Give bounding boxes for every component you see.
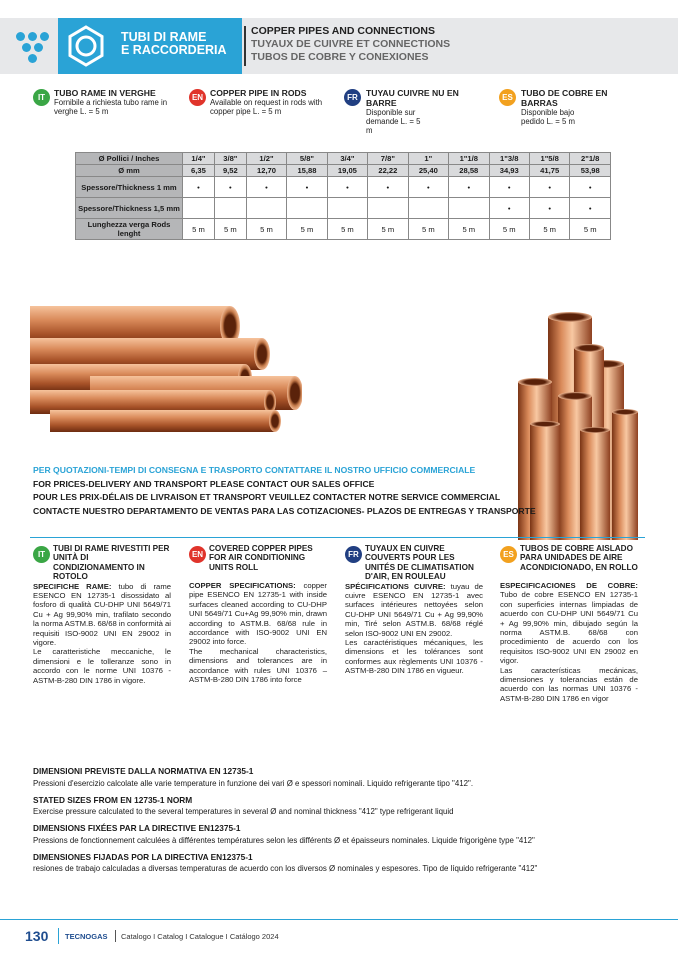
table-cell: 9,52 xyxy=(214,165,246,177)
column-title: COVERED COPPER PIPES FOR AIR CONDITIONING UNITS ROLL xyxy=(209,544,313,572)
table-cell xyxy=(368,198,408,219)
table-cell: 5 m xyxy=(287,219,327,240)
column-body: SPECIFICHE RAME: tubo di rame ESENCO EN 12735-1 disossidato al fosforo di qualità CU-DHP UNI 5649/71 Cu + Ag 99,90% min, trafilato secondo la norma ASTM.B. 68/68 in conformità ai requisiti ISO-9002 UNI EN 29002 in vigore. Le caratteristiche meccaniche, le dimensioni e le tolleranze sono in accordo con le norme UNI 10376 - ASTM-B-280 DIN 1786 in vigore. xyxy=(33,581,172,685)
column-it xyxy=(33,544,171,685)
table-cell: 5 m xyxy=(183,219,215,240)
table-cell: 1"5/8 xyxy=(529,153,569,165)
brand-dots-icon xyxy=(16,28,50,62)
lang-badge-it: IT xyxy=(33,89,50,106)
intro-es: TUBO DE COBRE EN BARRAS Disponible bajo pedido L. = 5 m xyxy=(521,88,608,126)
row-label: Lunghezza verga Rods lenght xyxy=(76,219,183,240)
column-fr xyxy=(345,544,483,676)
table-cell xyxy=(449,198,489,219)
table-cell: 1/4" xyxy=(183,153,215,165)
row-label: Ø mm xyxy=(76,165,183,177)
table-cell: • xyxy=(246,177,286,198)
intro-en: COPPER PIPE IN RODS Available on request in rods with copper pipe L. = 5 m xyxy=(210,88,323,116)
column-title: TUBOS DE COBRE AISLADO PARA UNIDADES DE AIRE ACONDICIONADO, EN ROLLO xyxy=(520,544,638,572)
table-cell: 15,88 xyxy=(287,165,327,177)
table-cell: • xyxy=(408,177,448,198)
table-cell: 19,05 xyxy=(327,165,367,177)
table-row-mm xyxy=(76,165,611,177)
table-cell: 5 m xyxy=(449,219,489,240)
table-cell: • xyxy=(529,198,569,219)
table-cell: 12,70 xyxy=(246,165,286,177)
table-cell: 34,93 xyxy=(489,165,529,177)
table-cell xyxy=(327,198,367,219)
dimensions-notes xyxy=(33,766,643,880)
header-translations: COPPER PIPES AND CONNECTIONS TUYAUX DE CUIVRE ET CONNECTIONS TUBOS DE COBRE Y CONEXIONES xyxy=(251,25,451,63)
table-cell: 1/2" xyxy=(246,153,286,165)
lang-badge-fr: FR xyxy=(344,89,361,106)
row-label: Spessore/Thickness 1,5 mm xyxy=(76,198,183,219)
intro-it: TUBO RAME IN VERGHE Fornibile a richiesta tubo rame in verghe L. = 5 m xyxy=(54,88,168,116)
table-row-thickness-1 xyxy=(76,177,611,198)
header-divider xyxy=(244,26,246,66)
footer-divider xyxy=(58,928,59,944)
column-body: ESPECIFICACIONES DE COBRE: Tubo de cobre ESENCO EN 12735-1 con superficies internas limpiadas de acuerdo con CU-DHP UNI 5649/71 Cu + Ag 99,90% min, dibujado según la norma ASTM.B. 68/68 con procedimiento de acuerdo con los requisitos ISO-9002 UNI EN 29002 en vigor. Las características mecánicas, dimensiones y tolerancias están de acuerdo con las normas UNI 10376 - ASTM-B-280 DIN 1786 en vigor xyxy=(500,581,638,703)
table-cell: 2"1/8 xyxy=(570,153,611,165)
column-es xyxy=(500,544,638,703)
sizes-table xyxy=(75,152,611,240)
table-cell: 5 m xyxy=(529,219,569,240)
table-cell xyxy=(214,198,246,219)
contact-notice: PER QUOTAZIONI-TEMPI DI CONSEGNA E TRASPORTO CONTATTARE IL NOSTRO UFFICIO COMMERCIALE FOR PRICES-DELIVERY AND TRANSPORT PLEASE CONTACT OUR SALES OFFICE POUR LES PRIX-DÉLAIS DE LIVRAISON ET TRANSPORT VEUILLEZ CONTACTER NOTRE SERVICE COMMERCIAL CONTACTE NUESTRO DEPARTAMENTO DE VENTAS PARA LAS COTIZACIONES- PLAZOS DE ENTREGAS Y TRANSPORTE xyxy=(33,465,536,516)
table-cell: 7/8" xyxy=(368,153,408,165)
table-cell xyxy=(408,198,448,219)
dimension-note: DIMENSIONS FIXÉES PAR LA DIRECTIVE EN12375-1 Pressions de fonctionnement calculées à différentes températures selon les différents Ø et épaisseurs nominales. Liquide frigorigène type "412" xyxy=(33,823,535,845)
section-divider xyxy=(30,537,645,538)
table-cell: • xyxy=(570,177,611,198)
brand-name: TECNOGAS xyxy=(65,932,108,941)
dimension-note: DIMENSIONI PREVISTE DALLA NORMATIVA EN 12735-1 Pressioni d'esercizio calcolate alle varie temperature in funzione dei vari Ø e spessori nominali. Liquido refrigerante tipo "412". xyxy=(33,766,474,788)
footer-rule xyxy=(0,919,678,920)
table-cell: 5 m xyxy=(327,219,367,240)
row-label: Spessore/Thickness 1 mm xyxy=(76,177,183,198)
table-cell: 5 m xyxy=(408,219,448,240)
table-cell: • xyxy=(183,177,215,198)
column-title: TUYAUX EN CUIVRE COUVERTS POUR LES UNITÉS DE CLIMATISATION D'AIR, EN ROULEAU xyxy=(365,544,474,582)
column-body: SPÉCIFICATIONS CUIVRE: tuyau de cuivre ESENCO EN 12735-1 avec surfaces intérieures nettoyées selon CU-DHP UNI 5649/71 Cu + Ag 99,90% min, Tiré selon ASTM.B. 68/68 réglé selon ISO-9002 UNI EN 29002. Les caractéristiques mécaniques, les dimensions et les tolérances sont conformes aux règlements UNI 10376 - ASTM-B-280 DIN 1786 en vigueur. xyxy=(345,581,483,676)
footer-divider xyxy=(115,930,116,942)
table-cell: 53,98 xyxy=(570,165,611,177)
table-cell xyxy=(246,198,286,219)
table-row-length xyxy=(76,219,611,240)
lang-badge-es: ES xyxy=(500,546,517,563)
table-cell: • xyxy=(570,198,611,219)
table-cell: 5/8" xyxy=(287,153,327,165)
dimension-note: DIMENSIONES FIJADAS POR LA DIRECTIVA EN12375-1 resiones de trabajo calculadas a diversas temperaturas de acuerdo con los diversos Ø nominales y espesores. Tipo de líquido refrigerante "412" xyxy=(33,851,538,873)
table-cell: 5 m xyxy=(368,219,408,240)
lang-badge-es: ES xyxy=(499,89,516,106)
table-cell: • xyxy=(529,177,569,198)
copper-rods-image xyxy=(30,304,302,439)
table-cell: 25,40 xyxy=(408,165,448,177)
table-cell: • xyxy=(327,177,367,198)
table-cell: • xyxy=(214,177,246,198)
table-cell: 5 m xyxy=(489,219,529,240)
intro-fr: TUYAU CUIVRE NU EN BARRE Disponible sur demande L. = 5 m xyxy=(366,88,459,135)
column-body: COPPER SPECIFICATIONS: copper pipe ESENCO EN 12735-1 with inside surfaces cleaned according to CU-DHP UNI 5649/71 Cu+Ag 99,90% min, drawn according to ASTM.B. 68/68 rule in accordance with ISO-9002 UNI EN 29002 into force. The mechanical characteristics, dimensions and tolerances are in accordance with rules UNI 10376 – ASTM-B-280 DIN 1786 into force xyxy=(189,581,327,685)
table-cell: 22,22 xyxy=(368,165,408,177)
table-cell: • xyxy=(368,177,408,198)
lang-badge-en: EN xyxy=(189,546,206,563)
column-en xyxy=(189,544,327,684)
row-label: Ø Pollici / Inches xyxy=(76,153,183,165)
table-cell: 41,75 xyxy=(529,165,569,177)
section-title: TUBI DI RAME E RACCORDERIA xyxy=(114,18,242,74)
table-cell: 5 m xyxy=(570,219,611,240)
table-cell: 6,35 xyxy=(183,165,215,177)
lang-badge-en: EN xyxy=(189,89,206,106)
table-cell: 1"3/8 xyxy=(489,153,529,165)
table-cell: • xyxy=(489,177,529,198)
table-cell: • xyxy=(489,198,529,219)
table-cell: 1"1/8 xyxy=(449,153,489,165)
nut-icon-tile xyxy=(58,18,114,74)
table-row-inches xyxy=(76,153,611,165)
table-cell: 5 m xyxy=(214,219,246,240)
copper-pipes-vertical-image xyxy=(518,312,648,540)
lang-badge-fr: FR xyxy=(345,546,362,563)
table-cell xyxy=(183,198,215,219)
table-cell xyxy=(287,198,327,219)
table-cell: 3/8" xyxy=(214,153,246,165)
table-cell: • xyxy=(449,177,489,198)
column-title: TUBI DI RAME RIVESTITI PER UNITÀ DI CONDIZIONAMENTO IN ROTOLO xyxy=(53,544,170,582)
table-cell: 1" xyxy=(408,153,448,165)
page-number: 130 xyxy=(25,928,49,944)
dimension-note: STATED SIZES FROM EN 12735-1 NORM Exercise pressure calculated to the several temperatures in several Ø and nominal thickness "412" type refrigerant liquid xyxy=(33,794,454,816)
table-cell: 3/4" xyxy=(327,153,367,165)
lang-badge-it: IT xyxy=(33,546,50,563)
table-cell: 28,58 xyxy=(449,165,489,177)
table-cell: • xyxy=(287,177,327,198)
table-row-thickness-15 xyxy=(76,198,611,219)
catalog-label: Catalogo I Catalog I Catalogue I Catálogo 2024 xyxy=(121,932,279,941)
table-cell: 5 m xyxy=(246,219,286,240)
